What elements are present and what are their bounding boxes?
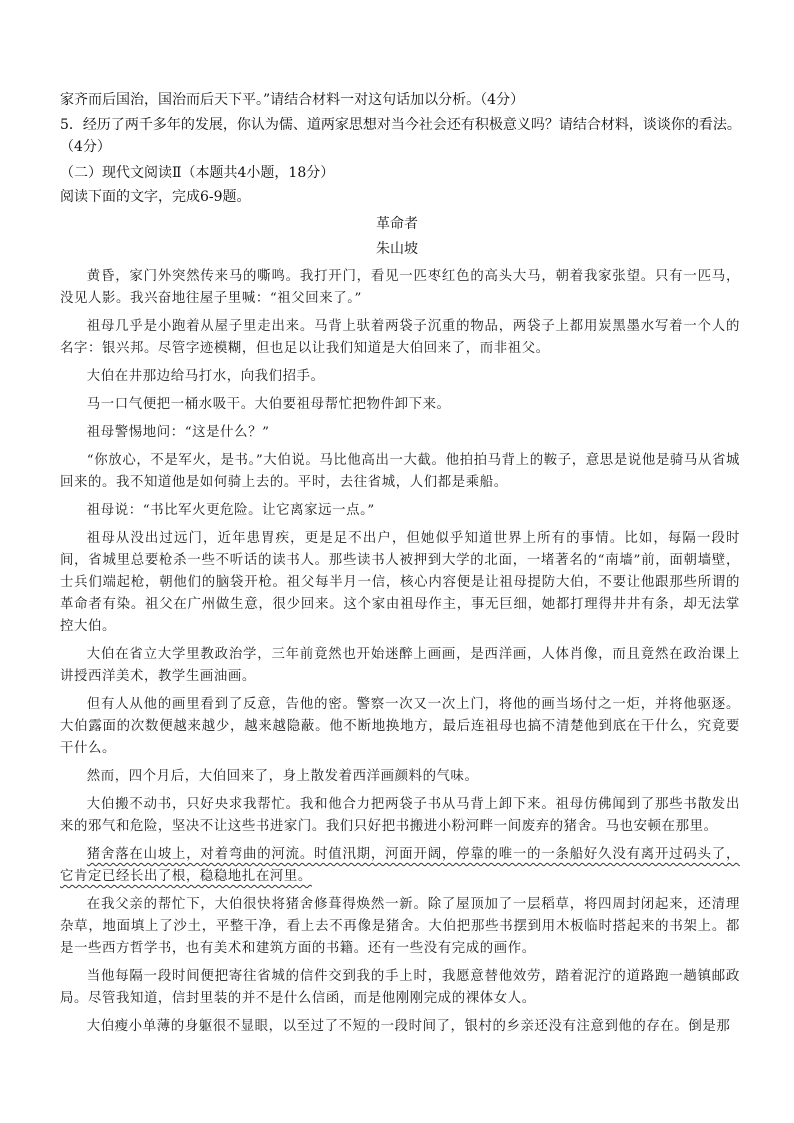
- paragraph: 大伯在井那边给马打水，向我们招手。: [86, 369, 325, 384]
- paragraph-underlined: 猪舍落在山坡上，对着弯曲的河流。时值汛期，河面开阔，停靠的唯一的一条船好久没有离开过码头了，它肯定已经长出了根，稳稳地扎在河里。: [60, 847, 740, 884]
- section-heading: （二）现代文阅读Ⅱ（本题共4小题，18分）: [60, 165, 335, 181]
- paragraph: 在我父亲的帮忙下，大伯很快将猪舍修葺得焕然一新。除了屋顶加了一层稻草，将四周封闭起来，还清理杂草，地面填上了沙土，平整干净，看上去不再像是猪舍。大伯把那些书摆到用木板临时搭起来的书架上。都是一些西方哲学书，也有美术和建筑方面的书籍。还有一些没有完成的画作。: [60, 897, 740, 956]
- question-5-line2: （4分）: [60, 139, 111, 155]
- paragraph: 大伯瘦小单薄的身躯很不显眼，以至过了不短的一段时间了，银村的乡亲还没有注意到他的存在。倒是那: [86, 1019, 731, 1034]
- paragraph: 大伯在省立大学里教政治学，三年前竟然也开始迷醉上画画，是西洋画，人体肖像，而且竟然在政治课上讲授西洋美术，教学生画油画。: [60, 647, 740, 684]
- paragraph: 当他每隔一段时间便把寄往省城的信件交到我的手上时，我愿意替他效劳，踏着泥泞的道路跑一趟镇邮政局。尽管我知道，信封里装的并不是什么信函，而是他刚刚完成的裸体女人。: [60, 969, 740, 1006]
- paragraph: 祖母说：“书比军火更危险。让它离家远一点。”: [86, 503, 375, 518]
- paragraph: 然而，四个月后，大伯回来了，身上散发着西洋画颜料的气味。: [86, 769, 479, 784]
- question-5: [60, 114, 780, 158]
- paragraph: 但有人从他的画里看到了反意，告他的密。警察一次又一次上门，将他的画当场付之一炬，并将他驱逐。大伯露面的次数便越来越少，越来越隐蔽。他不断地换地方，最后连祖母也搞不清楚他到底在干什么，究竟要干什么。: [60, 697, 740, 756]
- paragraph: 祖母警惕地问：“这是什么？”: [86, 425, 270, 440]
- reading-instruction: 阅读下面的文字，完成6-9题。: [60, 189, 251, 205]
- paragraph: 祖母几乎是小跑着从屋子里走出来。马背上驮着两袋子沉重的物品，两袋子上都用炭黑墨水写着一个人的名字：银兴邦。尽管字迹模糊，但也足以让我们知道是大伯回来了，而非祖父。: [60, 319, 740, 356]
- paragraph: 马一口气便把一桶水吸干。大伯要祖母帮忙把物件卸下来。: [86, 397, 451, 412]
- article-author: 朱山坡: [376, 241, 418, 257]
- article-title: 革命者: [376, 216, 418, 232]
- article-body: [60, 266, 740, 1044]
- question-4-tail: 家齐而后国治，国治而后天下平。”请结合材料一对这句话加以分析。（4分）: [60, 92, 525, 108]
- paragraph: 祖母从没出过远门，近年患胃疾，更是足不出户，但她似乎知道世界上所有的事情。比如，每隔一段时间，省城里总要枪杀一些不听话的读书人。那些读书人被押到大学的北面，一堵著名的“南墙”前，面朝墙壁，士兵们端起枪，朝他们的脑袋开枪。祖父每半月一信，核心内容便是让祖母提防大伯，不要让他跟那些所谓的革命者有染。祖父在广州做生意，很少回来。这个家由祖母作主，事无巨细，她都打理得井井有条，却无法掌控大伯。: [60, 531, 740, 634]
- paragraph: 黄昏，家门外突然传来马的嘶鸣。我打开门，看见一匹枣红色的高头大马，朝着我家张望。只有一匹马，没见人影。我兴奋地往屋子里喊：“祖父回来了。”: [60, 269, 740, 306]
- paragraph: 大伯搬不动书，只好央求我帮忙。我和他合力把两袋子书从马背上卸下来。祖母仿佛闻到了那些书散发出来的邪气和危险，坚决不让这些书进家门。我们只好把书搬进小粉河畔一间废弃的猪舍。马也安顿在那里。: [60, 797, 740, 834]
- paragraph: “你放心，不是军火，是书。”大伯说。马比他高出一大截。他拍拍马背上的鞍子，意思是说他是骑马从省城回来的。我不知道他是如何骑上去的。平时，去往省城，人们都是乘船。: [60, 453, 740, 490]
- question-5-line1: 5．经历了两千多年的发展，你认为儒、道两家思想对当今社会还有积极意义吗？请结合材料，谈谈你的看法。: [60, 117, 741, 133]
